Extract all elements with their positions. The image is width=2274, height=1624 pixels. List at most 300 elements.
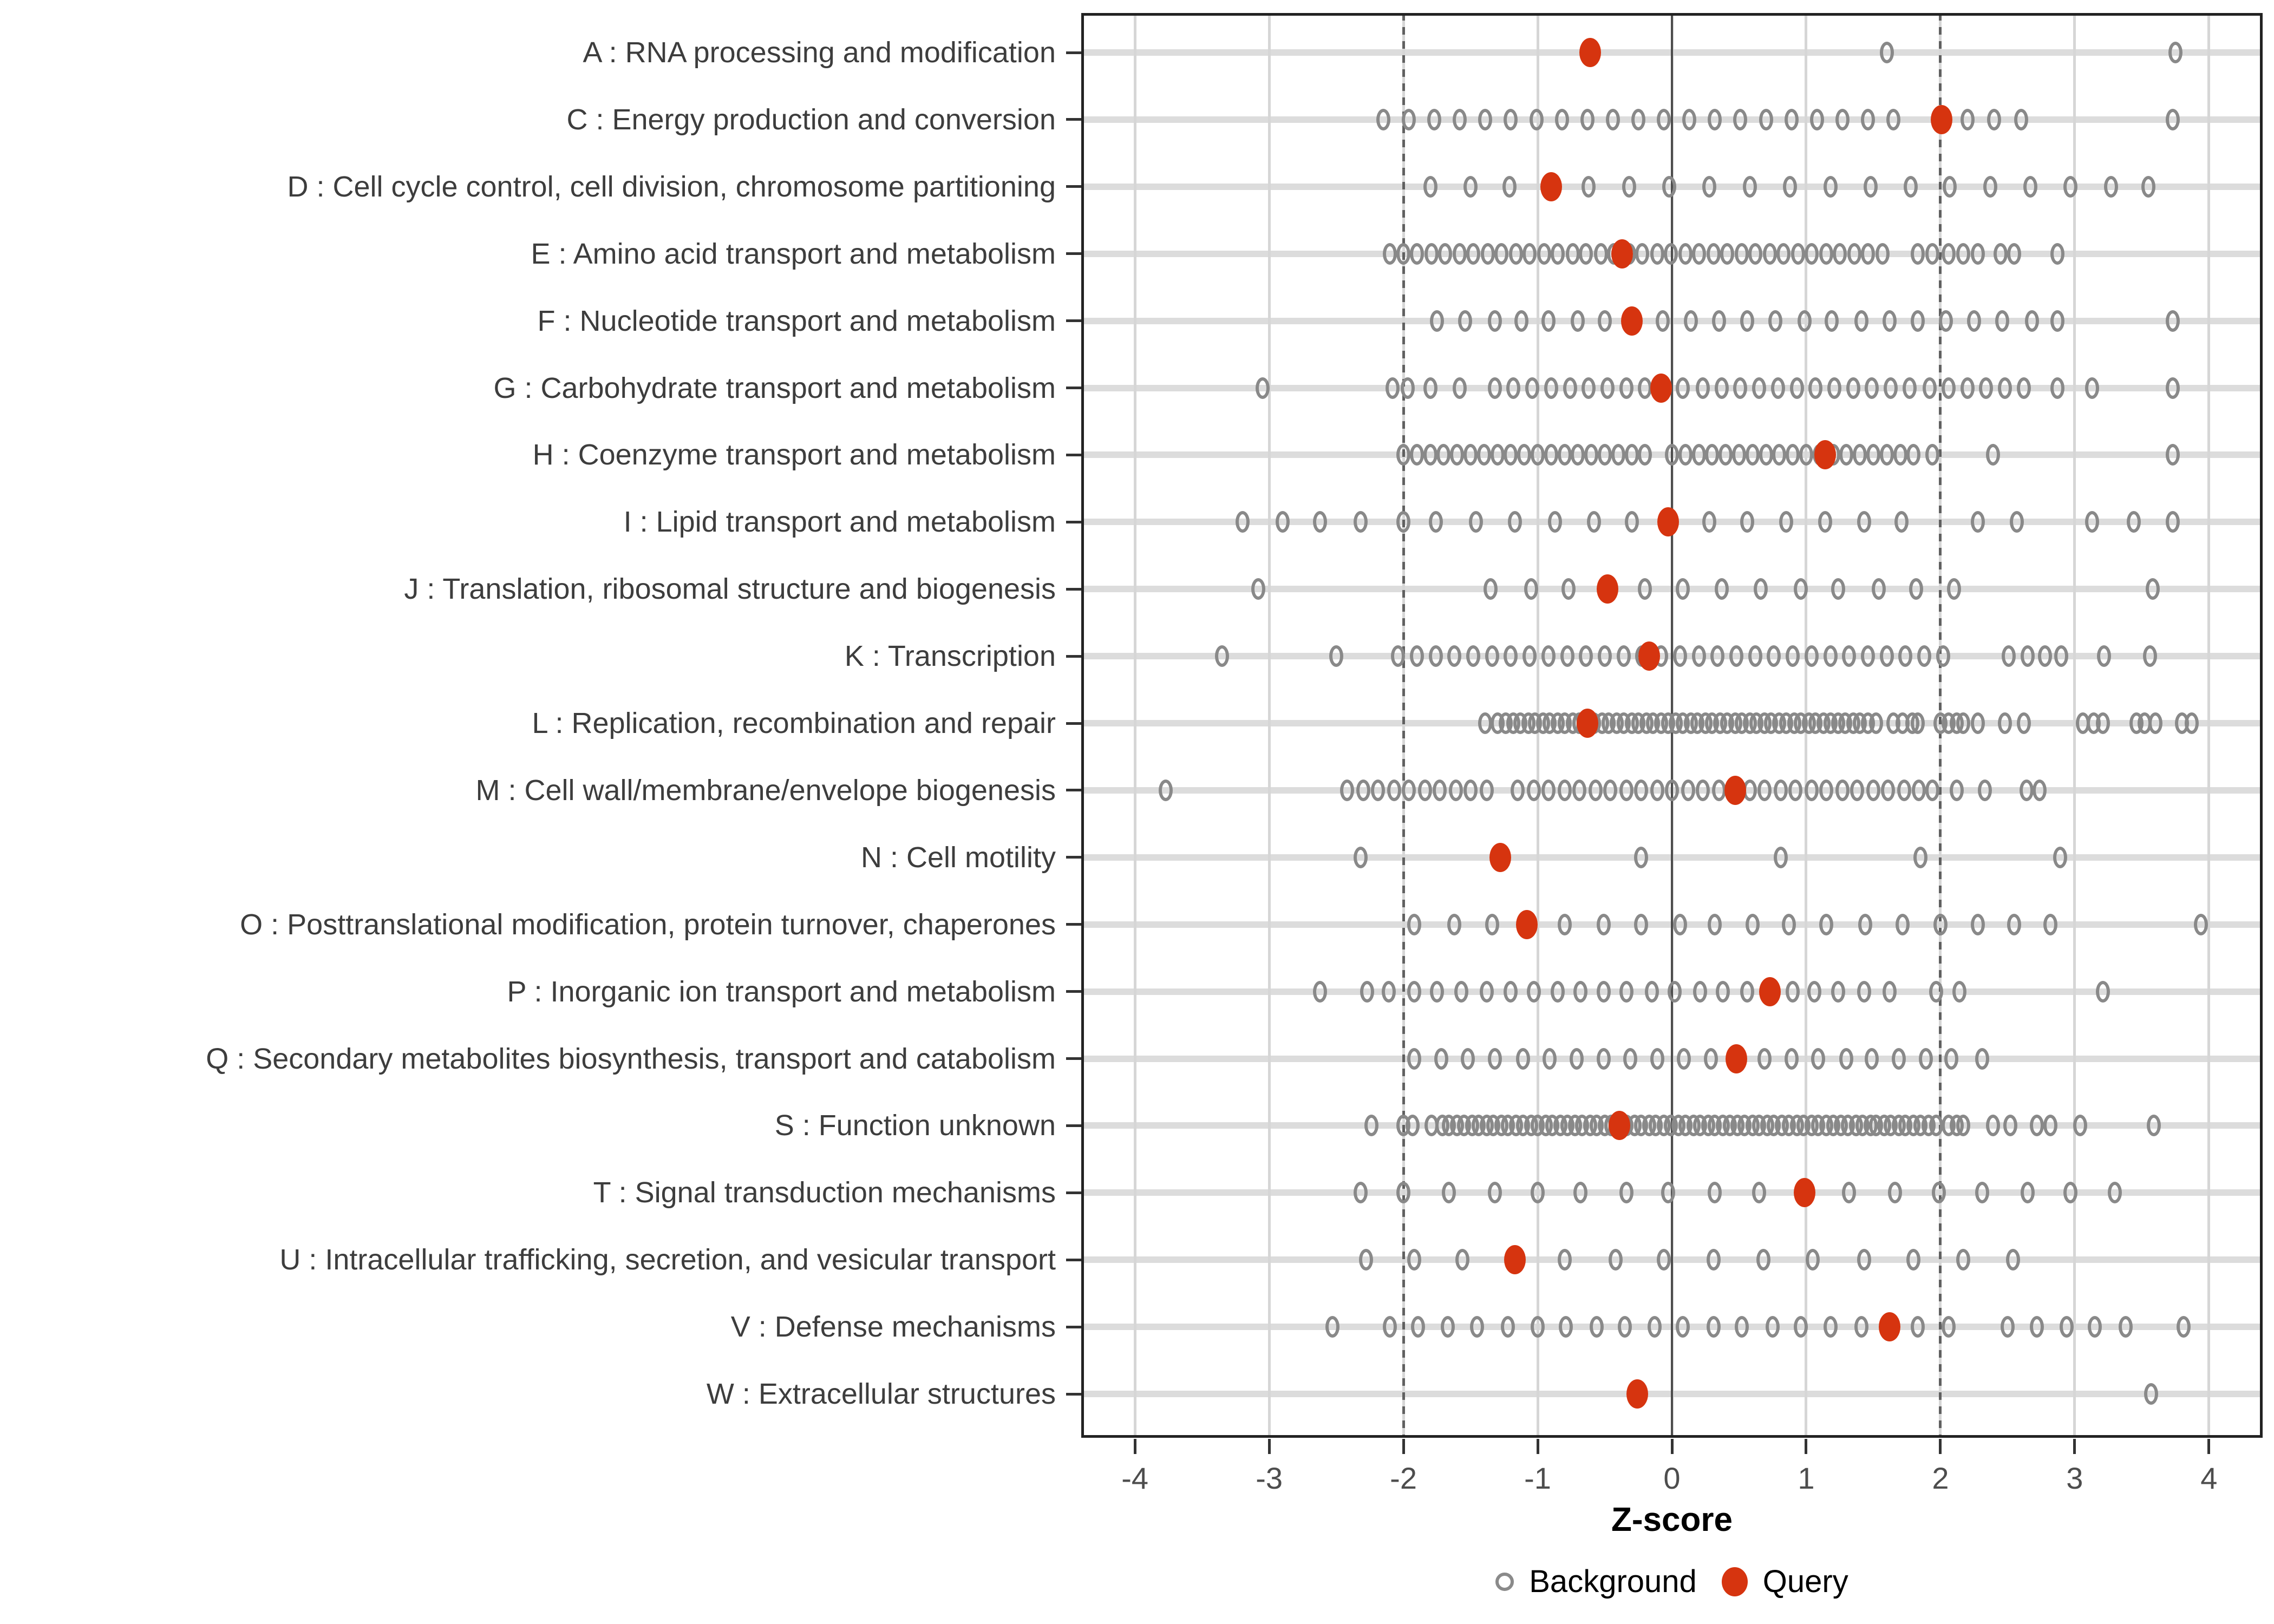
background-point [1517, 444, 1531, 466]
background-point [1684, 310, 1698, 332]
background-point [1786, 645, 1800, 667]
background-point [1256, 377, 1270, 399]
background-point [1356, 780, 1370, 801]
background-point [2050, 243, 2064, 265]
background-point [2025, 310, 2039, 332]
background-point [1461, 1048, 1475, 1070]
background-point [2043, 914, 2057, 935]
background-point [2127, 511, 2141, 533]
background-point [1436, 444, 1450, 466]
category-label: W : Extracellular structures [706, 1378, 1056, 1410]
background-point [1865, 1048, 1879, 1070]
y-tick [1066, 722, 1081, 725]
background-point [1551, 981, 1565, 1003]
query-point [1726, 1044, 1747, 1073]
x-tick [2073, 1439, 2076, 1454]
background-point [1531, 444, 1545, 466]
background-point [1508, 511, 1522, 533]
background-point [1215, 645, 1229, 667]
background-point [1676, 1316, 1690, 1338]
plot-panel [1081, 13, 2263, 1438]
background-point [1537, 243, 1551, 265]
background-point [1923, 377, 1937, 399]
x-axis-title: Z-score [1611, 1501, 1733, 1538]
background-point [1904, 176, 1918, 198]
background-point [1525, 377, 1539, 399]
background-point [1881, 780, 1895, 801]
background-point [1661, 1182, 1675, 1203]
background-point [2053, 847, 2067, 868]
background-point [1824, 1316, 1838, 1338]
background-point [2104, 176, 2118, 198]
threshold-line [1402, 13, 1405, 1438]
background-point [1504, 645, 1518, 667]
background-point [1894, 511, 1909, 533]
background-point [1952, 981, 1966, 1003]
background-point [1454, 981, 1468, 1003]
background-point [1854, 310, 1868, 332]
background-point [1919, 1048, 1933, 1070]
x-tick [2207, 1439, 2210, 1454]
background-point [1707, 243, 1721, 265]
x-tick [1402, 1439, 1405, 1454]
background-point [1622, 176, 1636, 198]
background-point [1573, 1182, 1587, 1203]
background-point [1917, 645, 1931, 667]
background-point [1831, 981, 1845, 1003]
background-point [1746, 914, 1760, 935]
background-point [1718, 444, 1733, 466]
background-point [1676, 377, 1690, 399]
background-point [1696, 377, 1710, 399]
background-point [2021, 645, 2035, 667]
query-point [1504, 1245, 1526, 1274]
query-point [1577, 709, 1598, 738]
background-point [1853, 444, 1867, 466]
background-point [1657, 1249, 1671, 1271]
background-point [1842, 1182, 1856, 1203]
background-point [1407, 1249, 1421, 1271]
background-point [1673, 645, 1687, 667]
background-point [1387, 780, 1401, 801]
background-point [1276, 511, 1290, 533]
background-point [1979, 377, 1993, 399]
background-point [2050, 377, 2064, 399]
background-point [1759, 109, 1773, 130]
background-point [1376, 109, 1390, 130]
background-point [1478, 109, 1492, 130]
background-point [1971, 914, 1985, 935]
y-tick [1066, 319, 1081, 322]
background-point [2166, 377, 2180, 399]
background-point [1664, 243, 1678, 265]
background-point [1785, 109, 1799, 130]
background-point [1634, 780, 1648, 801]
background-point [1696, 780, 1710, 801]
background-point [1950, 780, 1964, 801]
background-point [1488, 1182, 1502, 1203]
x-tick-label: -4 [1121, 1461, 1149, 1495]
y-tick [1066, 655, 1081, 658]
y-tick [1066, 454, 1081, 456]
background-point [1570, 1048, 1584, 1070]
background-point [1942, 1316, 1956, 1338]
background-point [1485, 645, 1499, 667]
background-point [1407, 981, 1421, 1003]
background-point [1819, 914, 1833, 935]
background-point [1967, 310, 1981, 332]
background-point [1759, 444, 1773, 466]
background-point [1516, 1048, 1530, 1070]
background-point [1433, 780, 1447, 801]
background-point [1942, 243, 1956, 265]
background-point [1634, 847, 1648, 868]
background-point [1865, 377, 1879, 399]
legend [1081, 1563, 2263, 1600]
category-label: J : Translation, ribosomal structure and biogenesis [404, 573, 1056, 606]
background-point [2166, 444, 2180, 466]
background-point [1866, 444, 1880, 466]
query-point [1724, 776, 1746, 805]
background-point [1638, 444, 1652, 466]
background-point [1857, 981, 1871, 1003]
query-dot-icon [1722, 1567, 1748, 1596]
background-point [1587, 511, 1601, 533]
background-point [2144, 1383, 2158, 1405]
background-point [2085, 511, 2099, 533]
background-point [1548, 511, 1562, 533]
background-point [1480, 780, 1494, 801]
background-point [1488, 377, 1502, 399]
background-point [1447, 645, 1461, 667]
background-point [1909, 578, 1923, 600]
x-tick-label: -3 [1256, 1461, 1283, 1495]
background-point [2143, 645, 2157, 667]
background-point [1662, 176, 1676, 198]
background-point [1504, 444, 1518, 466]
background-point [1579, 243, 1593, 265]
background-point [1861, 109, 1875, 130]
x-tick-label: -1 [1524, 1461, 1551, 1495]
background-point [1558, 914, 1572, 935]
x-tick [1537, 1439, 1539, 1454]
background-point [1466, 243, 1480, 265]
background-point [1383, 1316, 1397, 1338]
background-point [1597, 914, 1611, 935]
background-point [1325, 1316, 1339, 1338]
background-point [2146, 578, 2160, 600]
background-point [1354, 511, 1368, 533]
vertical-gridline [1134, 13, 1136, 1438]
y-tick [1066, 51, 1081, 54]
background-point [1522, 645, 1537, 667]
background-point [2088, 1316, 2102, 1338]
background-point [1159, 780, 1173, 801]
category-label: O : Posttranslational modification, protein turnover, chaperones [240, 908, 1056, 941]
background-point [1939, 310, 1953, 332]
background-point [1623, 1048, 1637, 1070]
background-point [1913, 847, 1927, 868]
background-point [1677, 1048, 1691, 1070]
background-point [1665, 780, 1679, 801]
background-point [1589, 780, 1603, 801]
background-point [2007, 243, 2021, 265]
background-point [1763, 243, 1777, 265]
background-point [1925, 444, 1939, 466]
background-point [1449, 780, 1463, 801]
background-point [1712, 780, 1726, 801]
category-label: D : Cell cycle control, cell division, chromosome partitioning [287, 170, 1056, 203]
background-point [2006, 1249, 2020, 1271]
background-point [1678, 243, 1693, 265]
background-point [1359, 1249, 1373, 1271]
background-point [1531, 1182, 1545, 1203]
background-point [1313, 981, 1327, 1003]
background-point [1858, 914, 1872, 935]
legend-query-label: Query [1762, 1564, 1848, 1599]
background-point [1463, 780, 1478, 801]
background-point [1682, 109, 1696, 130]
background-point [2054, 645, 2068, 667]
background-point [2166, 511, 2180, 533]
background-point [2033, 780, 2047, 801]
background-point [1401, 377, 1415, 399]
background-point [2194, 914, 2208, 935]
background-point [1835, 780, 1850, 801]
background-point [1986, 1115, 2000, 1136]
y-tick [1066, 588, 1081, 591]
background-point [1733, 109, 1747, 130]
background-point [1861, 645, 1875, 667]
background-point [1560, 645, 1574, 667]
background-circle-icon [1495, 1573, 1514, 1591]
y-tick [1066, 118, 1081, 121]
legend-item-background [1495, 1563, 1697, 1600]
background-point [1484, 578, 1498, 600]
background-point [1544, 377, 1558, 399]
background-point [1831, 578, 1845, 600]
background-point [1864, 176, 1878, 198]
background-point [1441, 1316, 1455, 1338]
background-point [2119, 1316, 2133, 1338]
background-point [1986, 444, 2000, 466]
background-point [1825, 310, 1839, 332]
background-point [2141, 176, 2155, 198]
background-point [1705, 444, 1719, 466]
background-point [1805, 780, 1819, 801]
background-point [1925, 243, 1939, 265]
y-tick [1066, 923, 1081, 926]
background-point [2017, 712, 2031, 734]
background-point [1558, 1249, 1572, 1271]
background-point [1561, 578, 1576, 600]
background-point [1733, 377, 1747, 399]
background-point [1648, 1316, 1662, 1338]
background-point [2096, 712, 2110, 734]
y-tick [1066, 185, 1081, 188]
background-point [1429, 645, 1443, 667]
background-point [1645, 981, 1659, 1003]
background-point [1975, 1182, 1989, 1203]
background-point [1880, 645, 1894, 667]
background-point [1396, 1182, 1410, 1203]
legend-background-label: Background [1529, 1564, 1697, 1599]
background-point [1735, 243, 1749, 265]
background-point [1504, 109, 1518, 130]
background-point [1485, 914, 1499, 935]
background-point [1824, 176, 1838, 198]
background-point [2023, 176, 2037, 198]
background-point [1619, 1182, 1633, 1203]
background-point [1740, 310, 1754, 332]
background-point [1625, 444, 1639, 466]
background-point [1427, 109, 1441, 130]
background-point [1402, 780, 1416, 801]
background-point [1463, 176, 1478, 198]
background-point [2038, 645, 2052, 667]
x-tick-label: 2 [1932, 1461, 1949, 1495]
y-tick [1066, 1259, 1081, 1261]
category-label: V : Defense mechanisms [730, 1311, 1056, 1344]
background-point [1563, 377, 1577, 399]
background-point [2017, 377, 2031, 399]
background-point [1617, 645, 1631, 667]
background-point [1406, 1115, 1420, 1136]
category-label: I : Lipid transport and metabolism [623, 506, 1056, 539]
background-point [1752, 1182, 1766, 1203]
background-point [1509, 243, 1523, 265]
background-point [1402, 109, 1416, 130]
category-label: M : Cell wall/membrane/envelope biogenesis [475, 774, 1056, 807]
background-point [2166, 109, 2180, 130]
background-point [1971, 712, 1985, 734]
background-point [1748, 243, 1762, 265]
background-point [1692, 243, 1706, 265]
background-point [1883, 981, 1897, 1003]
background-point [1481, 243, 1495, 265]
background-point [1650, 243, 1664, 265]
background-point [1757, 780, 1772, 801]
background-point [1579, 645, 1593, 667]
query-point [1650, 374, 1672, 403]
background-point [1442, 1182, 1456, 1203]
background-point [1407, 914, 1421, 935]
y-tick [1066, 1191, 1081, 1194]
background-point [1531, 1316, 1545, 1338]
background-point [1423, 444, 1437, 466]
background-point [1434, 1048, 1448, 1070]
background-point [1360, 981, 1374, 1003]
background-point [1453, 243, 1467, 265]
background-point [1743, 176, 1757, 198]
background-point [1635, 243, 1649, 265]
background-point [1582, 176, 1596, 198]
background-point [1732, 444, 1746, 466]
background-point [1541, 310, 1556, 332]
background-point [1911, 712, 1925, 734]
background-point [1771, 377, 1785, 399]
background-point [1506, 377, 1520, 399]
background-point [1704, 1048, 1718, 1070]
background-point [1410, 444, 1424, 466]
background-point [1597, 981, 1611, 1003]
background-point [1774, 847, 1788, 868]
x-tick-label: 3 [2066, 1461, 2083, 1495]
category-label: G : Carbohydrate transport and metabolism [493, 371, 1056, 404]
background-point [1668, 981, 1682, 1003]
background-point [1463, 444, 1478, 466]
category-label: C : Energy production and conversion [566, 103, 1056, 136]
background-point [1410, 243, 1424, 265]
background-point [1447, 914, 1461, 935]
background-point [1791, 243, 1805, 265]
background-point [1757, 1048, 1772, 1070]
background-point [1634, 914, 1648, 935]
background-point [1455, 1249, 1469, 1271]
background-point [1947, 578, 1961, 600]
background-point [2177, 1316, 2191, 1338]
background-point [1707, 1316, 1721, 1338]
background-point [2043, 1115, 2057, 1136]
background-point [1544, 444, 1558, 466]
background-point [1810, 109, 1824, 130]
background-point [1847, 243, 1861, 265]
category-label: Q : Secondary metabolites biosynthesis, transport and catabolism [206, 1042, 1056, 1075]
background-point [1799, 444, 1813, 466]
background-point [1824, 645, 1838, 667]
background-point [1708, 1182, 1722, 1203]
background-point [1488, 310, 1502, 332]
background-point [1994, 243, 2008, 265]
background-point [1956, 1115, 1970, 1136]
background-point [1983, 176, 1997, 198]
y-tick [1066, 789, 1081, 791]
background-point [1625, 511, 1639, 533]
background-point [2014, 109, 2028, 130]
background-point [1502, 176, 1517, 198]
background-point [1429, 511, 1443, 533]
background-point [1551, 243, 1565, 265]
category-label: P : Inorganic ion transport and metabolism [507, 975, 1056, 1008]
background-point [2073, 1115, 2087, 1136]
background-point [1584, 444, 1598, 466]
background-point [1925, 780, 1939, 801]
background-point [2030, 1316, 2044, 1338]
query-point [1657, 507, 1679, 536]
background-point [1876, 243, 1890, 265]
background-point [1396, 444, 1410, 466]
background-point [1715, 377, 1729, 399]
background-point [1430, 981, 1444, 1003]
category-label: E : Amino acid transport and metabolism [531, 237, 1056, 270]
background-point [1708, 914, 1722, 935]
query-point [1794, 1178, 1815, 1207]
background-point [1911, 1316, 1925, 1338]
background-point [1819, 780, 1833, 801]
background-point [1236, 511, 1250, 533]
background-point [1827, 377, 1841, 399]
background-point [1501, 1316, 1515, 1338]
background-point [1396, 243, 1410, 265]
background-point [1558, 444, 1572, 466]
background-point [1811, 1048, 1825, 1070]
background-point [1850, 780, 1864, 801]
background-point [1606, 109, 1620, 130]
background-point [1819, 243, 1833, 265]
background-point [1571, 444, 1585, 466]
vertical-gridline [2207, 13, 2210, 1438]
query-point [1489, 843, 1511, 872]
